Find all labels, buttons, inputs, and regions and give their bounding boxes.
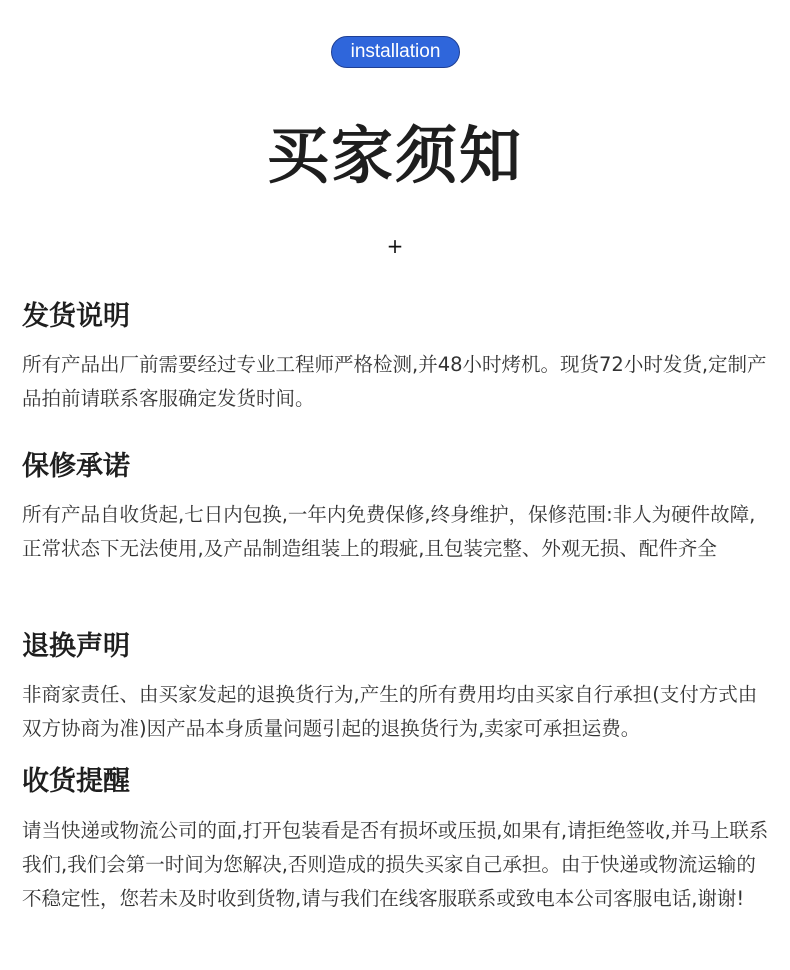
section-heading: 退换声明 xyxy=(22,631,130,662)
section-heading: 发货说明 xyxy=(22,301,130,332)
plus-divider-icon: + xyxy=(386,234,404,258)
section-body: 所有产品出厂前需要经过专业工程师严格检测,并48小时烤机。现货72小时发货,定制产品拍前请联系客服确定发货时间。 xyxy=(22,353,767,410)
section-receipt-reminder xyxy=(22,764,772,916)
section-body: 非商家责任、由买家发起的退换货行为,产生的所有费用均由买家自行承担(支付方式由双方协商为准)因产品本身质量问题引起的退换货行为,卖家可承担运费。 xyxy=(22,683,758,740)
section-return-statement xyxy=(22,629,772,746)
section-heading: 收货提醒 xyxy=(22,766,130,797)
section-heading: 保修承诺 xyxy=(22,451,130,482)
section-body: 请当快递或物流公司的面,打开包装看是否有损坏或压损,如果有,请拒绝签收,并马上联系我们,我们会第一时间为您解决,否则造成的损失买家自己承担。由于快递或物流运输的不稳定性，您若未及时收到货物,请与我们在线客服联系或致电本公司客服电话,谢谢! xyxy=(22,819,769,910)
section-shipping-notes xyxy=(22,299,772,416)
installation-badge: installation xyxy=(331,36,460,68)
page-title: 买家须知 xyxy=(266,119,523,192)
section-body: 所有产品自收货起,七日内包换,一年内免费保修,终身维护，保修范围:非人为硬件故障,正常状态下无法使用,及产品制造组装上的瑕疵,且包装完整、外观无损、配件齐全 xyxy=(22,503,756,560)
section-warranty-promise xyxy=(22,449,772,566)
